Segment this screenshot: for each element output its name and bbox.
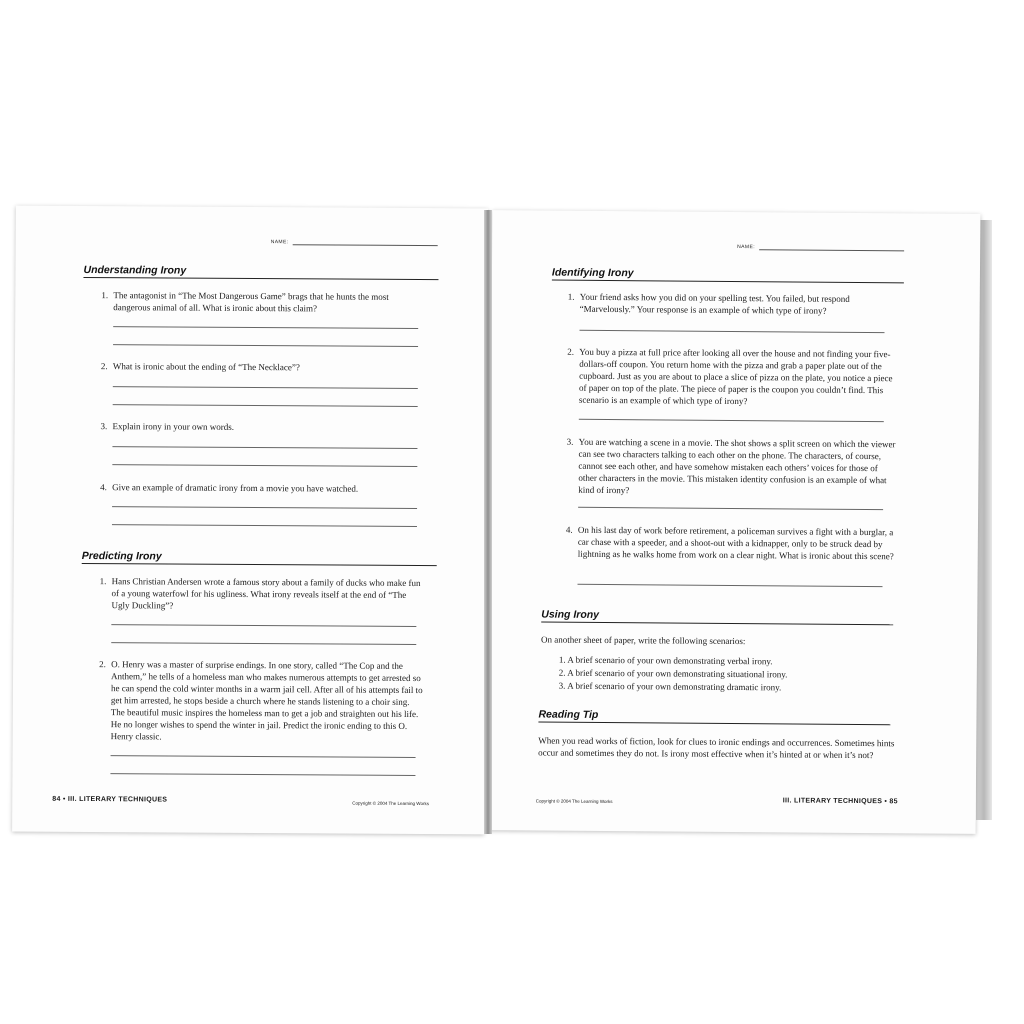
name-field bbox=[737, 244, 904, 251]
answer-line bbox=[112, 464, 417, 467]
name-label: NAME: bbox=[737, 244, 756, 251]
name-rule bbox=[759, 249, 904, 251]
name-field bbox=[271, 239, 438, 246]
left-page bbox=[12, 206, 488, 835]
question-text: Hans Christian Andersen wrote a famous story about a family of ducks who make fun of a young waterfowl for his ugliness. What irony reveals itself at the end of “The Ugly Duckling”? bbox=[111, 576, 421, 611]
answer-line bbox=[112, 446, 417, 449]
question-text: The antagonist in “The Most Dangerous Game” brags that he hunts the most dangerous animal of all. What is ironic about this claim? bbox=[113, 290, 389, 314]
answer-line bbox=[112, 524, 417, 527]
name-label: NAME: bbox=[270, 239, 289, 246]
copyright-notice: Copyright © 2004 The Learning Works bbox=[535, 798, 613, 805]
question-text: Explain irony in your own words. bbox=[112, 421, 235, 432]
question-item: 3. You are watching a scene in a movie. The shot shows a split screen on which the viewer can see two characters talking to each other on the phone. The characters, of course, cannot see each other, and have somehow mistaken each others’ voices for those of other characters in the movie. This mistaken identity confusion is an example of what kind of irony? bbox=[566, 436, 896, 496]
question-text: Your friend asks how you did on your spelling test. You failed, but respond “Marvelously.” Your response is an example of which type of irony? bbox=[579, 291, 850, 316]
question-text: You buy a pizza at full price after looking all over the house and not finding your five-dollars-off coupon. You return home with the pizza and grab a paper plate out of the cupboard. Just as you are about to place a slice of pizza on the plate, you notice a piece of paper on top of the plate. The piece of paper is the coupon you couldn’t find. This scenario is an example of which type of irony? bbox=[578, 346, 893, 407]
answer-line bbox=[113, 404, 418, 407]
answer-line bbox=[111, 624, 416, 627]
question-item: 1. Hans Christian Andersen wrote a famous story about a family of ducks who make fun of a young waterfowl for his ugliness. What irony reveals itself at the end of “The Ugly Duckling”? bbox=[99, 576, 421, 611]
right-page bbox=[488, 210, 981, 834]
section-title-using: Using Irony bbox=[541, 608, 893, 625]
answer-line bbox=[113, 326, 418, 329]
question-text: Give an example of dramatic irony from a movie you have watched. bbox=[112, 482, 359, 494]
question-item: 4. Give an example of dramatic irony from a movie you have watched. bbox=[100, 482, 359, 494]
question-item: 1. Your friend asks how you did on your spelling test. You failed, but respond “Marvelously.” Your response is an example of which type of irony? bbox=[567, 291, 850, 316]
name-rule bbox=[293, 244, 438, 246]
answer-line bbox=[112, 506, 417, 509]
question-text: What is ironic about the ending of “The Necklace”? bbox=[112, 361, 300, 373]
section-title-reading-tip: Reading Tip bbox=[538, 708, 890, 725]
list-item: 2. A brief scenario of your own demonstrating situational irony. bbox=[558, 667, 788, 680]
list-item: 3. A brief scenario of your own demonstrating dramatic irony. bbox=[558, 680, 782, 693]
question-text: O. Henry was a master of surprise endings. In one story, called “The Cop and the Anthem,” he tells of a homeless man who makes numerous attempts to get arrested so he can spend the cold winter months in a warm jail cell. After all of his attempts fail to get him arrested, he stops beside a church where he stands listening to a choir sing. The beautiful music inspires the homeless man to get a job and straighten out his life. He no longer wishes to spend the winter in jail. Predict the ironic ending to this O. Henry classic. bbox=[110, 659, 423, 742]
reading-tip-text: When you read works of fiction, look for clues to ironic endings and occurrences. Sometimes hints occur and sometimes they do not. Is irony most effective when it’s hinted at or when it’s not? bbox=[538, 735, 895, 761]
section-title-understanding: Understanding Irony bbox=[83, 264, 438, 280]
answer-line bbox=[110, 773, 415, 776]
list-item: 1. A brief scenario of your own demonstrating verbal irony. bbox=[558, 654, 773, 667]
answer-line bbox=[113, 344, 418, 347]
question-item: 3. Explain irony in your own words. bbox=[100, 421, 235, 432]
question-item: 4. On his last day of work before retirement, a policeman survives a fight with a burglar, a car chase with a speeder, and a shoot-out with a kidnapper, only to be struck dead by lightning as he walks home from work on a clear night. What is ironic about this scene? bbox=[565, 524, 894, 562]
answer-line bbox=[579, 419, 884, 422]
section-title-predicting: Predicting Irony bbox=[82, 550, 437, 566]
question-text: On his last day of work before retirement, a policeman survives a fight with a burglar, a car chase with a speeder, and a shoot-out with a kidnapper, only to be struck dead by lightning as he walks home from work on a clear night. What is ironic about this scene? bbox=[577, 524, 894, 562]
question-item: 1. The antagonist in “The Most Dangerous Game” brags that he hunts the most dangerous animal of all. What is ironic about this claim? bbox=[101, 290, 389, 314]
page-footer: 84 • III. LITERARY TECHNIQUES bbox=[52, 795, 168, 804]
answer-line bbox=[111, 642, 416, 645]
answer-line bbox=[578, 584, 883, 587]
book-gutter bbox=[484, 210, 492, 834]
copyright-notice: Copyright © 2004 The Learning Works bbox=[352, 800, 429, 807]
using-intro: On another sheet of paper, write the following scenarios: bbox=[541, 634, 746, 647]
answer-line bbox=[579, 330, 884, 333]
question-item: 2. What is ironic about the ending of “The Necklace”? bbox=[100, 361, 300, 373]
page-footer: III. LITERARY TECHNIQUES • 85 bbox=[782, 797, 898, 806]
question-text: You are watching a scene in a movie. The shot shows a split screen on which the viewer can see two characters talking to each other on the phone. The characters, of course, cannot see each other, and have somehow mistaken each others’ voices for those of other characters in the movie. This mistaken identity confusion is an example of what kind of irony? bbox=[578, 436, 896, 496]
answer-line bbox=[578, 507, 883, 510]
answer-line bbox=[113, 386, 418, 389]
answer-line bbox=[111, 755, 416, 758]
question-item: 2. O. Henry was a master of surprise endings. In one story, called “The Cop and the Anthem,” he tells of a homeless man who makes numerous attempts to get arrested so he can spend the cold winter months in a warm jail cell. After all of his attempts fail to get him arrested, he stops beside a church where he stands listening to a choir sing. The beautiful music inspires the homeless man to get a job and straighten out his life. He no longer wishes to spend the winter in jail. Predict the ironic ending to this O. Henry classic. bbox=[99, 659, 423, 742]
section-title-identifying: Identifying Irony bbox=[552, 267, 904, 284]
question-item: 2. You buy a pizza at full price after looking all over the house and not finding your five-dollars-off coupon. You return home with the pizza and grab a paper plate out of the cupboard. Just as you are about to place a slice of pizza on the plate, you notice a piece of paper on top of the plate. The piece of paper is the coupon you couldn’t find. This scenario is an example of which type of irony? bbox=[567, 346, 893, 407]
